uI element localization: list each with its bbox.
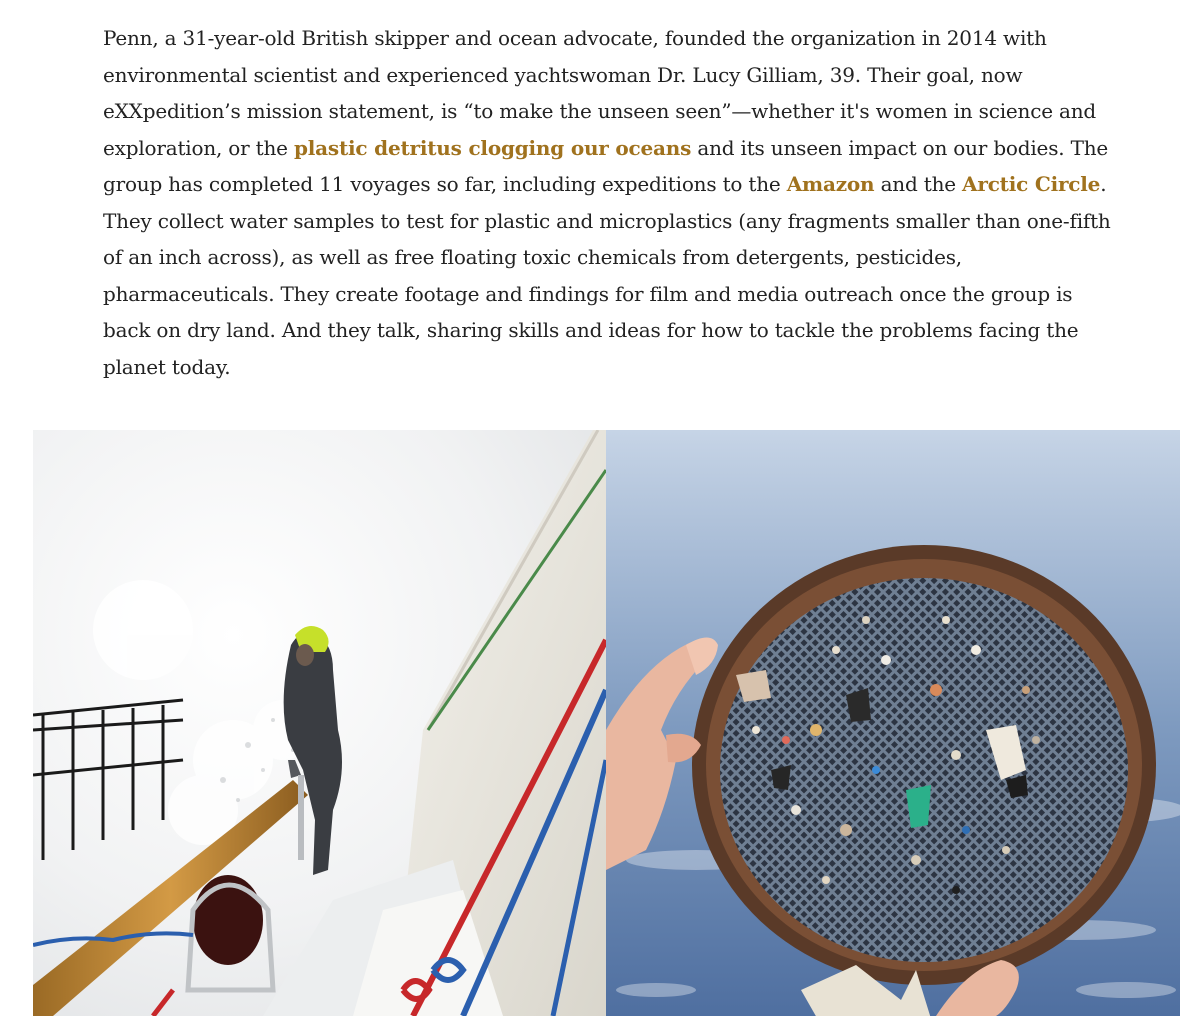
- article-paragraph: [103, 20, 1113, 385]
- sailor-spray-illustration: [33, 430, 606, 1016]
- link-arctic-circle[interactable]: Arctic Circle: [962, 172, 1101, 196]
- photo-microplastics-sieve: [606, 430, 1180, 1016]
- microplastics-sieve-illustration: [606, 430, 1180, 1016]
- link-amazon[interactable]: Amazon: [786, 172, 875, 196]
- link-plastic-detritus[interactable]: plastic detritus clogging our oceans: [293, 135, 692, 160]
- paragraph-text-1: Penn, a 31-year-old British skipper and ocean advocate, founded the organization in 2014 with environmental scientist and experienced yachtswoman Dr. Lucy Gilliam, 39. Their goal, now eXXpedition’s mission statement, is “to make the unseen seen”—whether it's women in science and exploration, or the: [103, 26, 1097, 160]
- paragraph-text-2: and its unseen impact on our bodies. The group has completed 11 voyages so far, including expeditions to the: [103, 135, 1109, 196]
- photo-sailor-spray: [33, 430, 606, 1016]
- paragraph-text-3: and the: [874, 172, 963, 196]
- photo-row: [33, 430, 1180, 1016]
- paragraph-text-4: . They collect water samples to test for plastic and microplastics (any fragments smaller than one-fifth of an inch across), as well as free floating toxic chemicals from detergents, pesticides, pharmaceuticals. They create footage and findings for film and media outreach once the group is back on dry land. And they talk, sharing skills and ideas for how to tackle the problems facing the planet today.: [103, 172, 1111, 379]
